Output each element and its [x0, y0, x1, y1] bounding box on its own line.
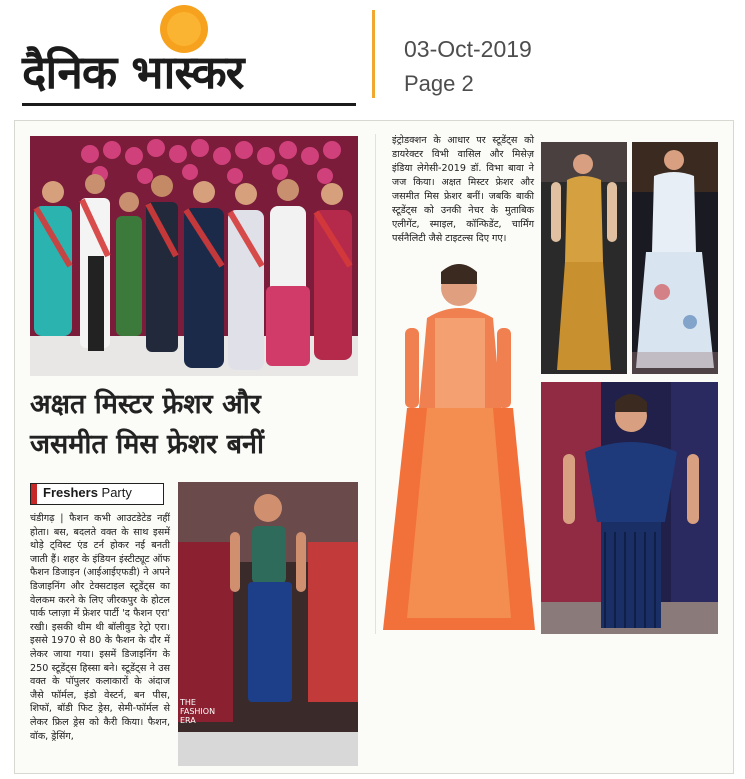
headline-line-1: अक्षत मिस्टर फ्रेशर और [30, 389, 261, 420]
group-photo [30, 136, 358, 376]
masthead-separator [372, 10, 375, 98]
article-side-text: इंट्रोडक्शन के आधार पर स्टूडेंट्स को डायरेक्टर विभी वासिल और मिसेज़ इंडिया लेगेसी-2019 डॉ. विभा बावा ने जज किया। अक्षत मिस्टर फ्रेशर और जसमीत मिस फ्रेशर बनीं। जबकि बाकी स्टूडेंट्स को उनकी नेचर के मुताबिक एलीगेंट, स्माइल, कॉन्फिडेंट, चार्मिंग पर्सनैलिटी जैसे टाइटल्स दिए गए। [392, 135, 534, 244]
stage-sign-text: THE FASHION ERA [180, 698, 216, 725]
newspaper-logo: दैनिक भास्कर [22, 45, 244, 99]
tag-label-bold: Freshers [43, 485, 98, 500]
headline-line-2: जसमीत मिस फ्रेशर बनीं [30, 429, 265, 460]
column-divider [375, 134, 376, 634]
page-number: Page 2 [404, 71, 474, 96]
model-photo-blue-pants [178, 482, 358, 766]
model-photo-orange-lehenga [377, 258, 537, 636]
article-headline [30, 385, 360, 465]
model-photo-gold-gown [541, 142, 627, 374]
tag-label [43, 485, 132, 500]
edition-date: 03-Oct-2019 [404, 36, 532, 62]
tag-accent-bar [31, 484, 37, 504]
section-tag [30, 483, 164, 505]
tag-label-rest: Party [97, 485, 132, 500]
model-photo-blue-fringe-dress [541, 382, 718, 634]
article-body: चंडीगढ़ | फैशन कभी आउटडेटेड नहीं होता। बस, बदलते वक्त के साथ इसमें थोड़े ट्विस्ट एंड टर्न होकर नई बनती जाती हैं। शहर के इंडियन इंस्टीट्यूट ऑफ फैशन डिजाइन (आईआईएफडी) ने अपने डिजाइनिंग और टेक्सटाइल स्टूडेंट्स का वेलकम करने के लिए जीरकपुर के होटल पार्क प्लाज़ा में फ्रेशर पार्टी 'द फैशन एरा' रखी। इसकी थीम थी बॉलीवुड रेट्रो एरा। इससे 1970 से 80 के फैशन के दौर में लेकर जाया गया। इसमें डिजाइनिंग के 250 स्टूडेंट्स हिस्सा बने। स्टूडेंट्स ने उस वक्त के पॉपुलर कलाकारों के अंदाज जैसे फॉर्मल, इंडो वेस्टर्न, बन पीस, शिफॉ, बॉडी फिट ड्रेस, सेमी-फॉर्मल से लेकर फ्रिल ड्रेस को कैरी किया। फैशन, वॉक, ड्रेसिंग, [30, 513, 170, 742]
masthead [0, 0, 745, 110]
logo-underline [22, 103, 356, 106]
model-photo-white-dress [632, 142, 718, 374]
